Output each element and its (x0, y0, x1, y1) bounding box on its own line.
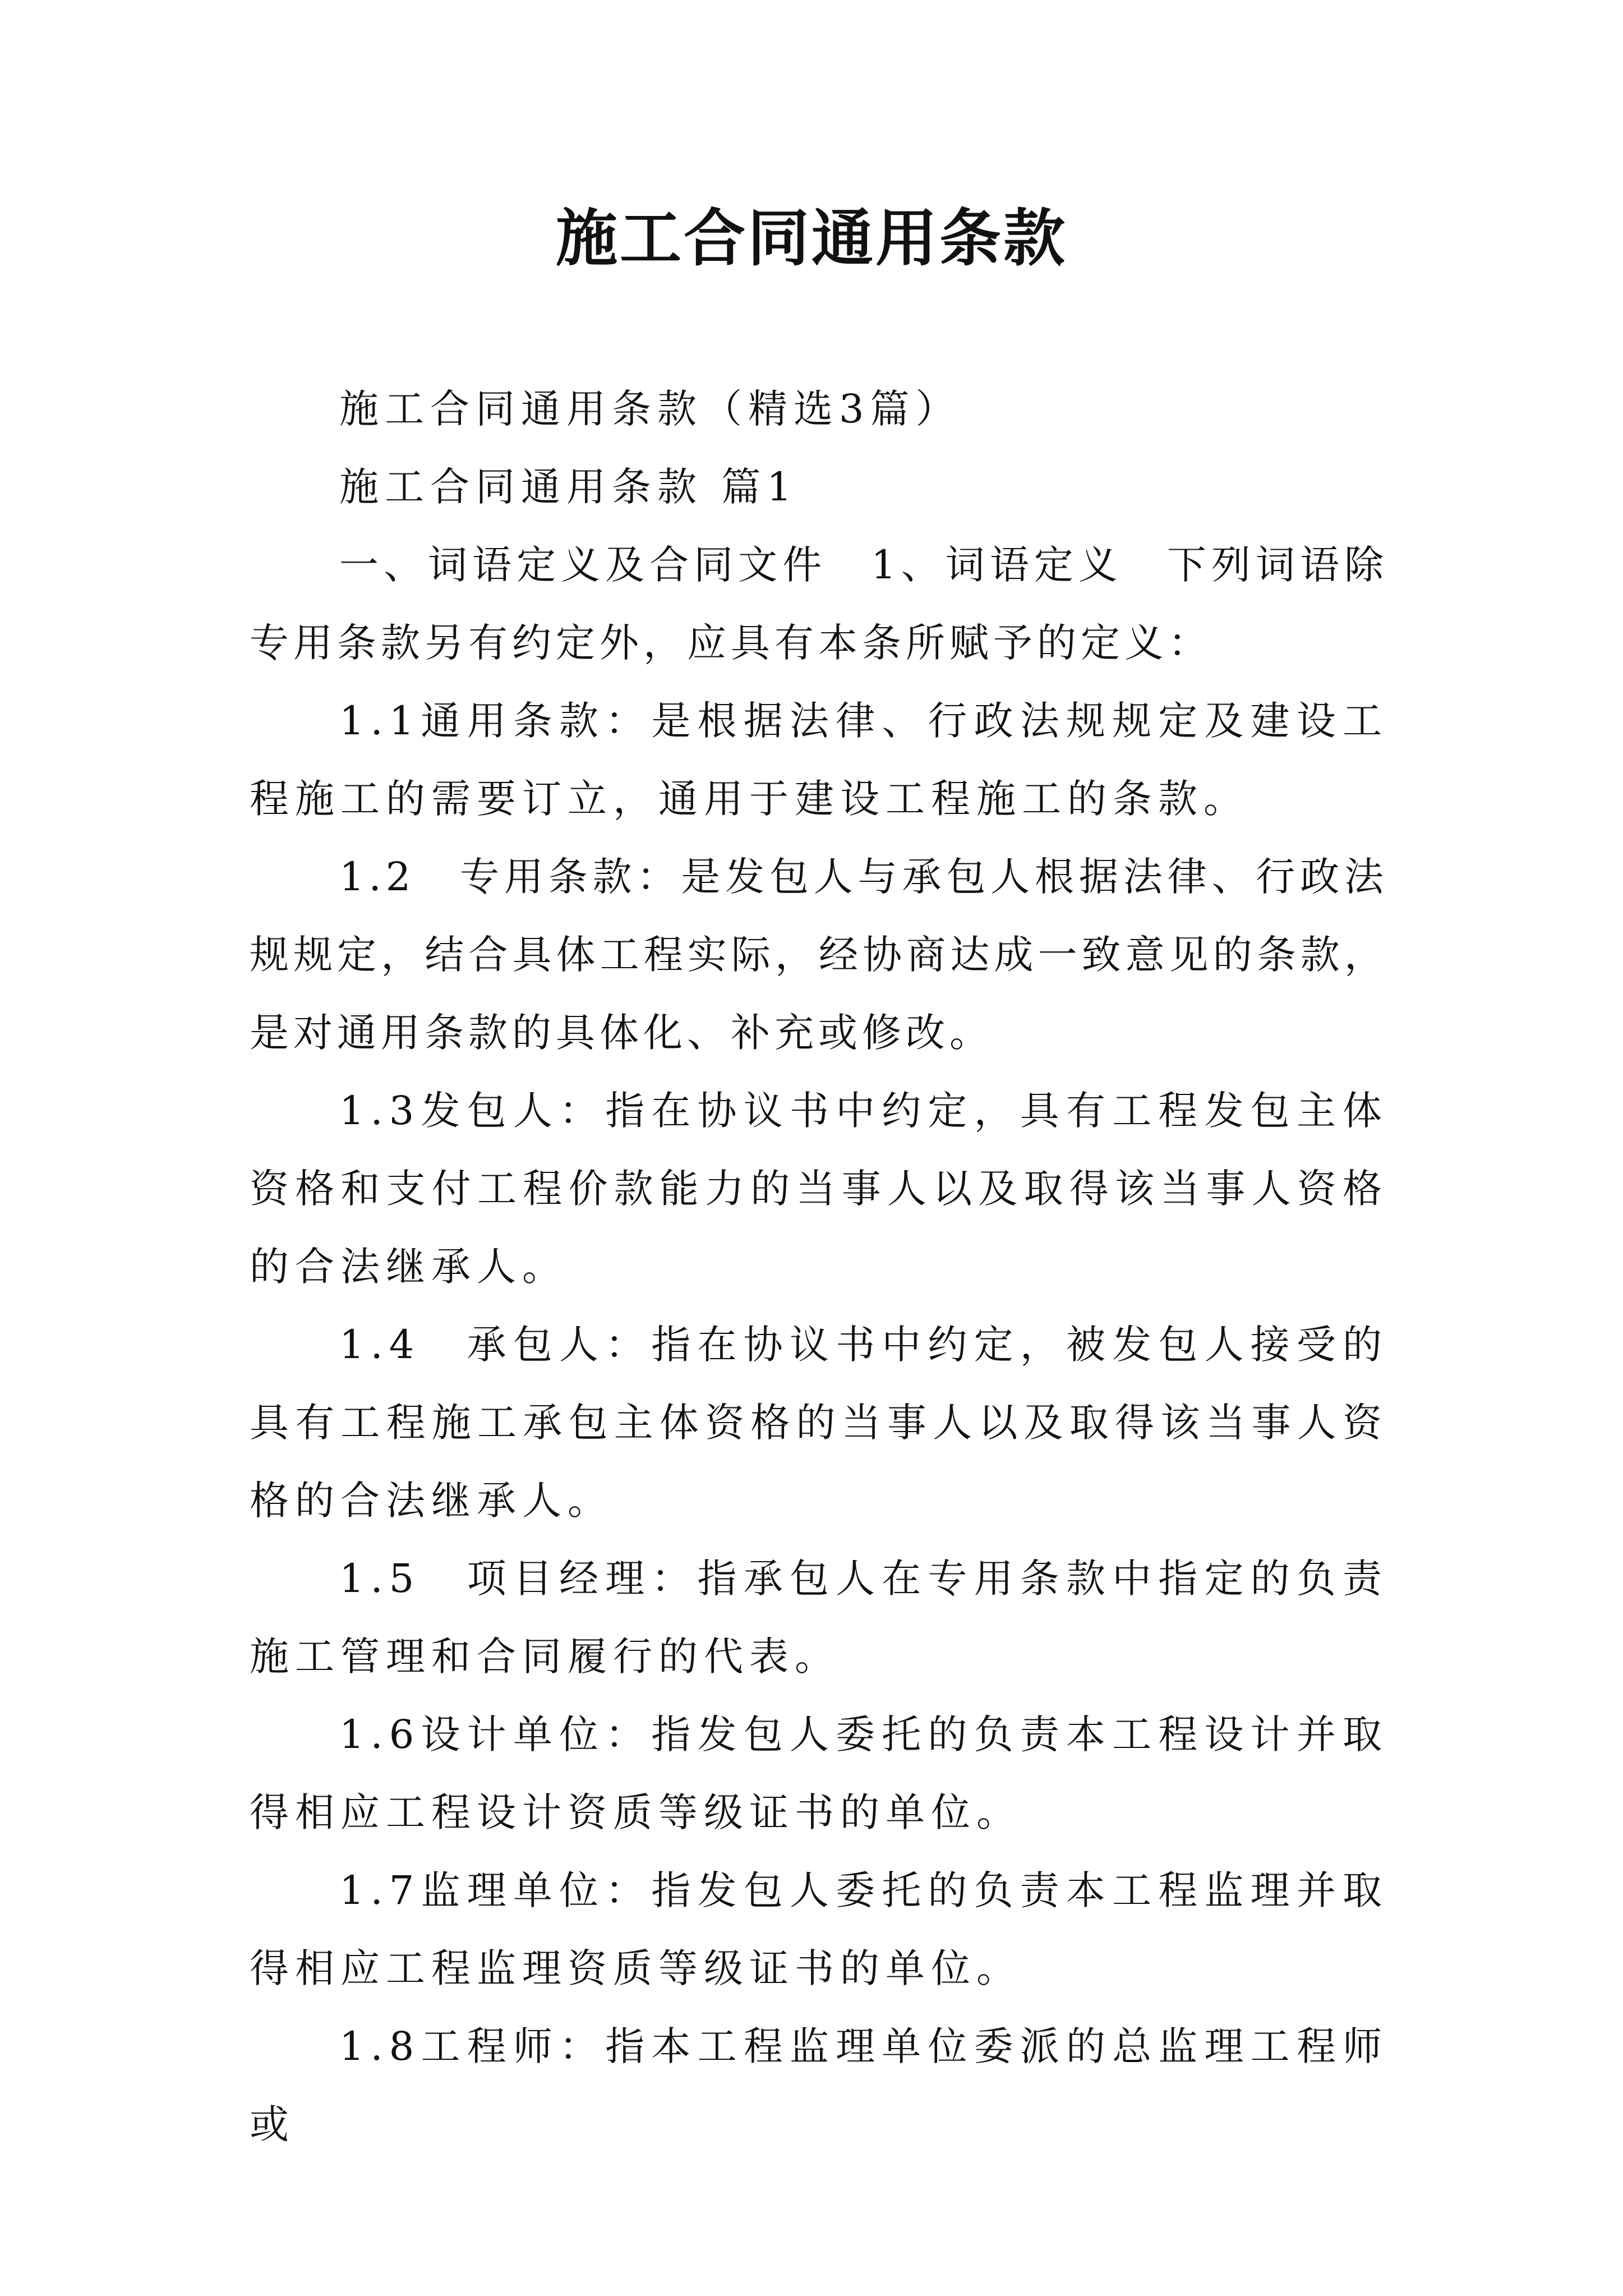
paragraph-clause-1-4: 1.4 承包人：指在协议书中约定，被发包人接受的具有工程施工承包主体资格的当事人以及取得该当事人资格的合法继承人。 (250, 1322, 1388, 1524)
paragraph-clause-1-6: 1.6设计单位：指发包人委托的负责本工程设计并取得相应工程设计资质等级证书的单位。 (250, 1711, 1388, 1835)
paragraph-definitions-intro: 一、词语定义及合同文件 1、词语定义 下列词语除专用条款另有约定外，应具有本条所赋予的定义： (250, 542, 1388, 666)
paragraph-clause-1-1: 1.1通用条款：是根据法律、行政法规规定及建设工程施工的需要订立，通用于建设工程施工的条款。 (250, 698, 1388, 822)
document-body (250, 370, 1388, 2164)
paragraph-section-heading: 施工合同通用条款 篇1 (339, 464, 798, 510)
paragraph-clause-1-3: 1.3发包人：指在协议书中约定，具有工程发包主体资格和支付工程价款能力的当事人以及取得该当事人资格的合法继承人。 (250, 1088, 1388, 1290)
paragraph-clause-1-5: 1.5 项目经理：指承包人在专用条款中指定的负责施工管理和合同履行的代表。 (250, 1556, 1388, 1680)
paragraph-clause-1-2: 1.2 专用条款：是发包人与承包人根据法律、行政法规规定，结合具体工程实际，经协商达成一致意见的条款，是对通用条款的具体化、补充或修改。 (250, 854, 1388, 1056)
paragraph-clause-1-7: 1.7监理单位：指发包人委托的负责本工程监理并取得相应工程监理资质等级证书的单位。 (250, 1867, 1388, 1991)
paragraph-collection-title: 施工合同通用条款（精选3篇） (339, 386, 961, 432)
document-title: 施工合同通用条款 (556, 202, 1067, 274)
paragraph-clause-1-8: 1.8工程师：指本工程监理单位委派的总监理工程师或 (250, 2023, 1388, 2147)
